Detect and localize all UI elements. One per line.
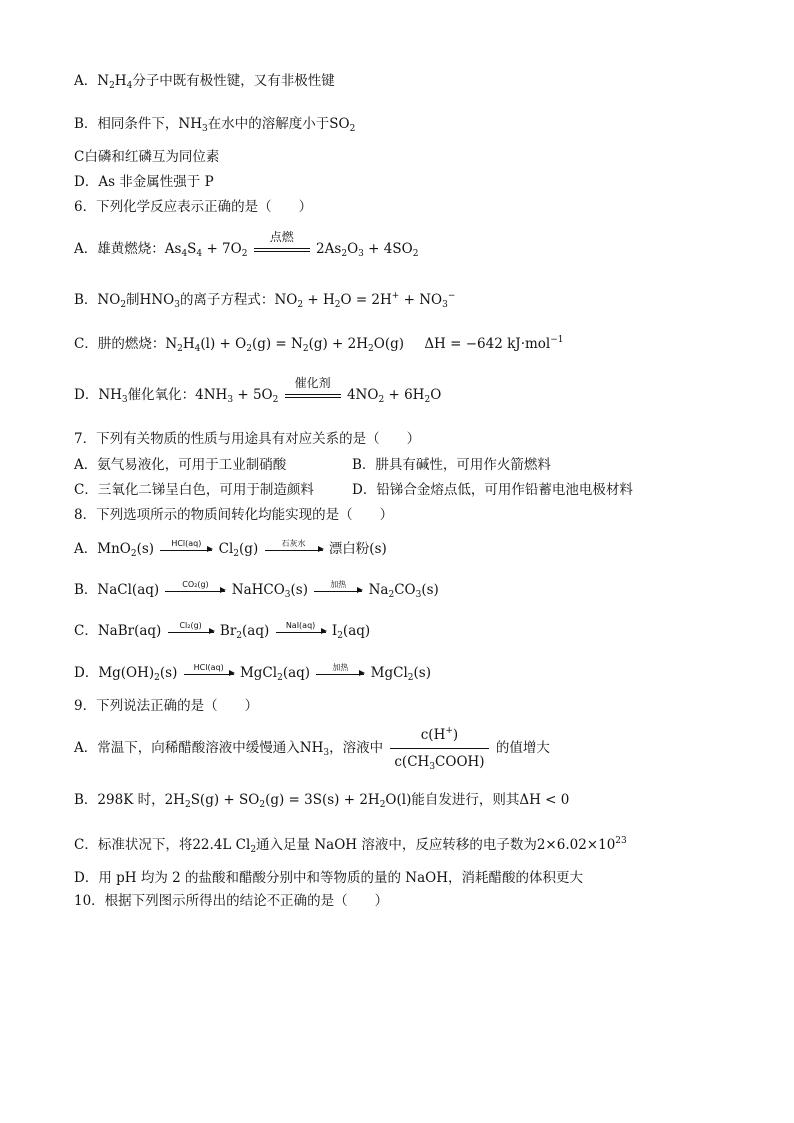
q8-option-a: A．MnO$_2$(s) HCl(aq) $Cl_2(g)$ 石灰水 漂白粉(s) [74,538,387,559]
conversion-arrow: HCl(aq) [160,549,212,551]
q10-stem: 10．根据下列图示所得出的结论不正确的是（ ） [74,893,389,909]
conversion-arrow: 加热 [314,590,362,592]
conversion-arrow: CO₂(g) [165,590,225,592]
q7-option-a: A．氨气易液化，可用于工业制硝酸 [74,457,287,473]
q6-stem: 6．下列化学反应表示正确的是（ ） [74,199,313,215]
q7-option-b: B．肼具有碱性，可用作火箭燃料 [352,457,551,473]
q9-option-b: B．298K 时，$2H_2S(g) + SO_2(g) = 3S(s) + 2H_2O(l)$能自发进行，则其ΔH < 0 [74,792,570,810]
q6-option-c: C．肼的燃烧：$N_2H_4(l) + O_2(g) = N_2(g) + 2H_2O(g) \Delta H = -642$ kJ·mol$^{-1}$ [74,335,564,354]
conversion-arrow: Cl₂(g) [168,631,214,633]
q6-option-d: D．$NH_3$催化氧化：$4NH_3 + 5O_2$ 催化剂 $4NO_2 + 6H_2O$ [74,375,442,405]
q9-option-c: C．标准状况下，将22.4L $Cl_2$通入足量 NaOH 溶液中，反应转移的电子数为$2\times 6.02\times 10^{23}$ [74,836,627,855]
q7-option-c: C．三氧化二锑呈白色，可用于制造颜料 [74,482,314,498]
q8-option-b: B．NaCl(aq) CO₂(g) NaHCO$_3$(s) 加热 $Na_2CO_3(s)$ [74,579,439,600]
concentration-ratio-fraction: $\frac{c(H^+)}{c(CH_3COOH)}$ [390,724,488,773]
q8-stem: 8．下列选项所示的物质间转化均能实现的是（ ） [74,507,394,523]
q9-stem: 9．下列说法正确的是（ ） [74,698,259,714]
reaction-condition-arrow: 点燃 [254,246,310,254]
q8-option-d: D．$Mg(OH)_2(s)$ HCl(aq) MgCl$_2$(aq) 加热 MgCl$_2$(s) [74,662,431,683]
q8-option-c: C．NaBr(aq) Cl₂(g) $Br_2(aq)$ NaI(aq) $I_2(aq)$ [74,620,371,641]
q5-option-a: A．$N_2H_4$分子中既有极性键，又有非极性键 [74,73,335,91]
q9-option-a: A．常温下，向稀醋酸溶液中缓慢通入$NH_3$，溶液中 $\frac{c(H^+)}{c(CH_3COOH)}$ 的值增大 [74,726,550,772]
q5-option-d: D．As 非金属性强于 P [74,174,214,190]
q5-option-b: B．相同条件下，$NH_3$在水中的溶解度小于$SO_2$ [74,116,356,134]
conversion-arrow: 加热 [316,673,364,675]
q6-option-a: A．雄黄燃烧：$As_4S_4 + 7O_2$ 点燃 $2As_2O_3 + 4SO_2$ [74,229,419,259]
conversion-arrow: 石灰水 [265,549,323,551]
reaction-condition-arrow: 催化剂 [285,392,341,400]
q6-option-b: B．$NO_2$制$HNO_3$的离子方程式：$NO_2 + H_2O = 2H^+ + NO_3^-$ [74,291,456,310]
conversion-arrow: HCl(aq) [184,673,234,675]
q9-option-d: D．用 pH 均为 2 的盐酸和醋酸分别中和等物质的量的 NaOH，消耗醋酸的体积更大 [74,870,583,886]
q7-option-d: D．铅锑合金熔点低，可用作铅蓄电池电极材料 [352,482,633,498]
q7-stem: 7．下列有关物质的性质与用途具有对应关系的是（ ） [74,431,421,447]
conversion-arrow: NaI(aq) [276,631,326,633]
q5-option-c: C白磷和红磷互为同位素 [74,149,220,165]
